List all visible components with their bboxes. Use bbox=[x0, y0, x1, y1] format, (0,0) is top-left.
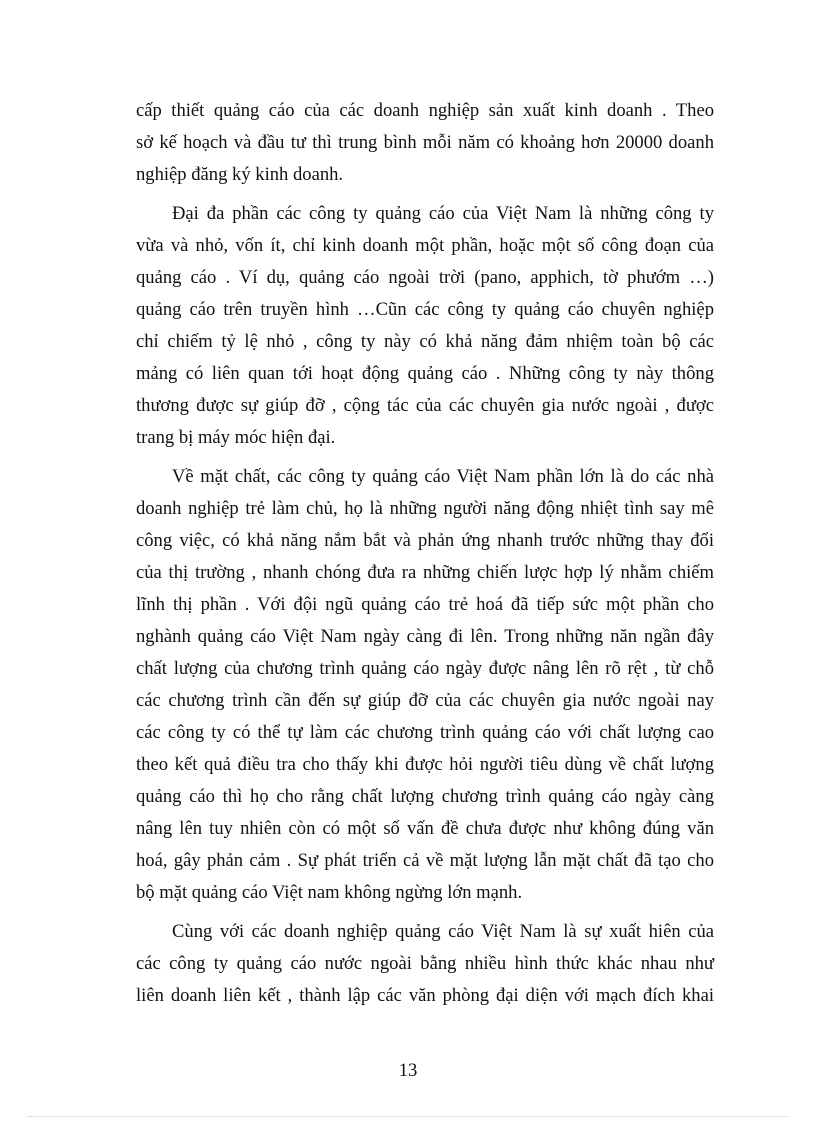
text-line: chỉ chiếm tỷ lệ nhỏ , công ty này có khả năng đảm nhiệm toàn bộ các bbox=[136, 331, 714, 352]
text-line: nâng lên tuy nhiên còn có một số vấn đề chưa được như không đúng văn bbox=[136, 818, 714, 839]
text-line: cấp thiết quảng cáo của các doanh nghiệp sản xuất kinh doanh . Theo bbox=[136, 100, 714, 121]
text-line: lĩnh thị phần . Với đội ngũ quảng cáo trẻ hoá đã tiếp sức một phần cho bbox=[136, 594, 714, 615]
text-line: Cùng với các doanh nghiệp quảng cáo Việt Nam là sự xuất hiên của bbox=[172, 921, 714, 942]
text-line: bộ mặt quảng cáo Việt nam không ngừng lớn mạnh. bbox=[136, 882, 523, 903]
text-line: hoá, gây phản cảm . Sự phát triển cả về mặt lượng lẫn mặt chất đã tạo cho bbox=[136, 850, 714, 871]
text-line: Đại đa phần các công ty quảng cáo của Việt Nam là những công ty bbox=[172, 203, 714, 224]
paragraph-1 bbox=[136, 95, 714, 191]
text-line: theo kết quả điều tra cho thấy khi được hỏi người tiêu dùng về chất lượng bbox=[136, 754, 714, 775]
text-line: của thị trường , nhanh chóng đưa ra những chiến lược hợp lý nhằm chiếm bbox=[136, 562, 714, 583]
text-line: các công ty quảng cáo nước ngoài bằng nhiều hình thức khác nhau như bbox=[136, 953, 714, 974]
text-line: thương được sự giúp đỡ , cộng tác của các chuyên gia nước ngoài , được bbox=[136, 395, 714, 416]
page-bottom-divider bbox=[28, 1116, 788, 1117]
paragraph-2 bbox=[136, 198, 714, 454]
text-line: quảng cáo thì họ cho rằng chất lượng chương trình quảng cáo ngày càng bbox=[136, 786, 714, 807]
text-line: Về mặt chất, các công ty quảng cáo Việt Nam phần lớn là do các nhà bbox=[172, 466, 714, 487]
text-line: mảng có liên quan tới hoạt động quảng cáo . Những công ty này thông bbox=[136, 363, 714, 384]
text-line: công việc, có khả năng nắm bắt và phản ứng nhanh trước những thay đổi bbox=[136, 530, 714, 551]
text-line: sở kế hoạch và đầu tư thì trung bình mỗi năm có khoảng hơn 20000 doanh bbox=[136, 132, 714, 153]
text-line: quảng cáo trên truyền hình …Cũn các công ty quảng cáo chuyên nghiệp bbox=[136, 299, 714, 320]
paragraph-4 bbox=[136, 916, 714, 1012]
text-line: quảng cáo . Ví dụ, quảng cáo ngoài trời (pano, apphich, tờ phướm …) bbox=[136, 267, 714, 288]
text-line: nghiệp đăng ký kinh doanh. bbox=[136, 164, 344, 185]
text-line: chất lượng của chương trình quảng cáo ngày được nâng lên rõ rệt , từ chỗ bbox=[136, 658, 714, 679]
text-line: các chương trình cần đến sự giúp đỡ của các chuyên gia nước ngoài nay bbox=[136, 690, 714, 711]
page-number: 13 bbox=[398, 1060, 418, 1081]
text-line: vừa và nhỏ, vốn ít, chỉ kinh doanh một phần, hoặc một số công đoạn của bbox=[136, 235, 714, 256]
paragraph-3 bbox=[136, 461, 714, 909]
text-line: doanh nghiệp trẻ làm chủ, họ là những người năng động nhiệt tình say mê bbox=[136, 498, 714, 519]
body-text bbox=[136, 95, 714, 1019]
text-line: trang bị máy móc hiện đại. bbox=[136, 427, 336, 448]
text-line: nghành quảng cáo Việt Nam ngày càng đi lên. Trong những năn ngần đây bbox=[136, 626, 714, 647]
text-line: liên doanh liên kết , thành lập các văn phòng đại diện với mạch đích khai bbox=[136, 985, 714, 1006]
text-line: các công ty có thể tự làm các chương trình quảng cáo với chất lượng cao bbox=[136, 722, 714, 743]
